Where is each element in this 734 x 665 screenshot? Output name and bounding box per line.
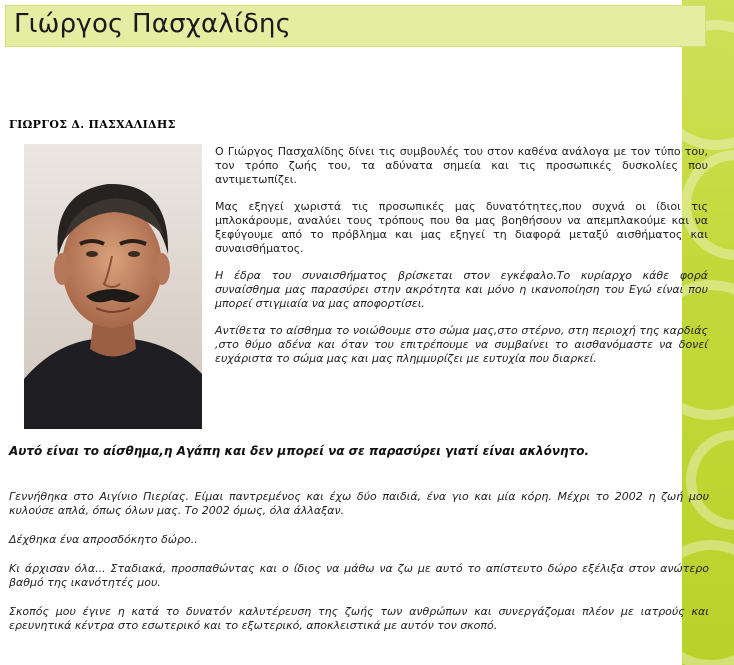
bio-paragraph: Αντίθετα το αίσθημα το νοιώθουμε στο σώμα μας,στο στέρνο, στη περιοχή της καρδιάς ,στο θύμο αδένα και όταν του επιτρέπουμε να συμβαίνει το αισθανόμαστε να δονεί ευχάριστα το σώμα μας και μας πλημμυρίζει με ευτυχία που διαρκεί. [215, 324, 708, 365]
personal-story [9, 490, 709, 648]
author-heading: ΓΙΩΡΓΟΣ Δ. ΠΑΣΧΑΛΙΔΗΣ [9, 118, 176, 131]
highlight-quote: Αυτό είναι το αίσθημα,η Αγάπη και δεν μπορεί να σε παρασύρει γιατί είναι ακλόνητο. [9, 444, 590, 458]
story-paragraph: Σκοπός μου έγινε η κατά το δυνατόν καλυτέρευση της ζωής των ανθρώπων και συνεργάζομαι πλέον με ιατρούς και ερευνητικά κέντρα στο εσωτερικό και το εξωτερικό, αποκλειστικά με αυτόν τον σκοπό. [9, 605, 709, 632]
story-paragraph: Δέχθηκα ένα απροσδόκητο δώρο.. [9, 533, 198, 546]
story-paragraph: Γεννήθηκα στο Αιγίνιο Πιερίας. Είμαι παντρεμένος και έχω δύο παιδιά, ένα γιο και μία κόρη. Μέχρι το 2002 η ζωή μου κυλούσε απλά, όπως όλων μας. Το 2002 όμως, όλα άλλαξαν. [9, 490, 709, 517]
bio-paragraph: Η έδρα του συναισθήματος βρίσκεται στον εγκέφαλο.Το κυρίαρχο κάθε φορά συναίσθημα μας παρασύρει στην ακρότητα και μόνο η ικανοποίηση του Εγώ είναι που μπορεί στιγμιαία να μας αποφορτίσει. [215, 269, 708, 310]
title-bar [5, 5, 706, 47]
page-title: Γιώργος Πασχαλίδης [14, 9, 292, 39]
person-portrait-icon [24, 144, 202, 429]
bio-paragraph: Ο Γιώργος Πασχαλίδης δίνει τις συμβουλές του στον καθένα ανάλογα με τον τύπο του, τον τρόπο ζωής του, τα αδύνατα σημεία και τις προσωπικές δυσκολίες που αντιμετωπίζει. [215, 145, 708, 186]
bio-paragraph: Μας εξηγεί χωριστά τις προσωπικές μας δυνατότητες,που συχνά οι ίδιοι τις μπλοκάρουμε, αναλύει τους τρόπους που θα μας βοηθήσουν να απεμπλακούμε και να ξεφύγουμε από το πρόβλημα και μας εξηγεί τη διαφορά μεταξύ αισθήματος και συναισθήματος. [215, 200, 708, 255]
bio-text [215, 145, 708, 379]
story-paragraph: Κι άρχισαν όλα... Σταδιακά, προσπαθώντας και ο ίδιος να μάθω να ζω με αυτό το απίστευτο δώρο εξέλιξα στον ανώτερο βαθμό της ικανότητές μου. [9, 562, 709, 589]
